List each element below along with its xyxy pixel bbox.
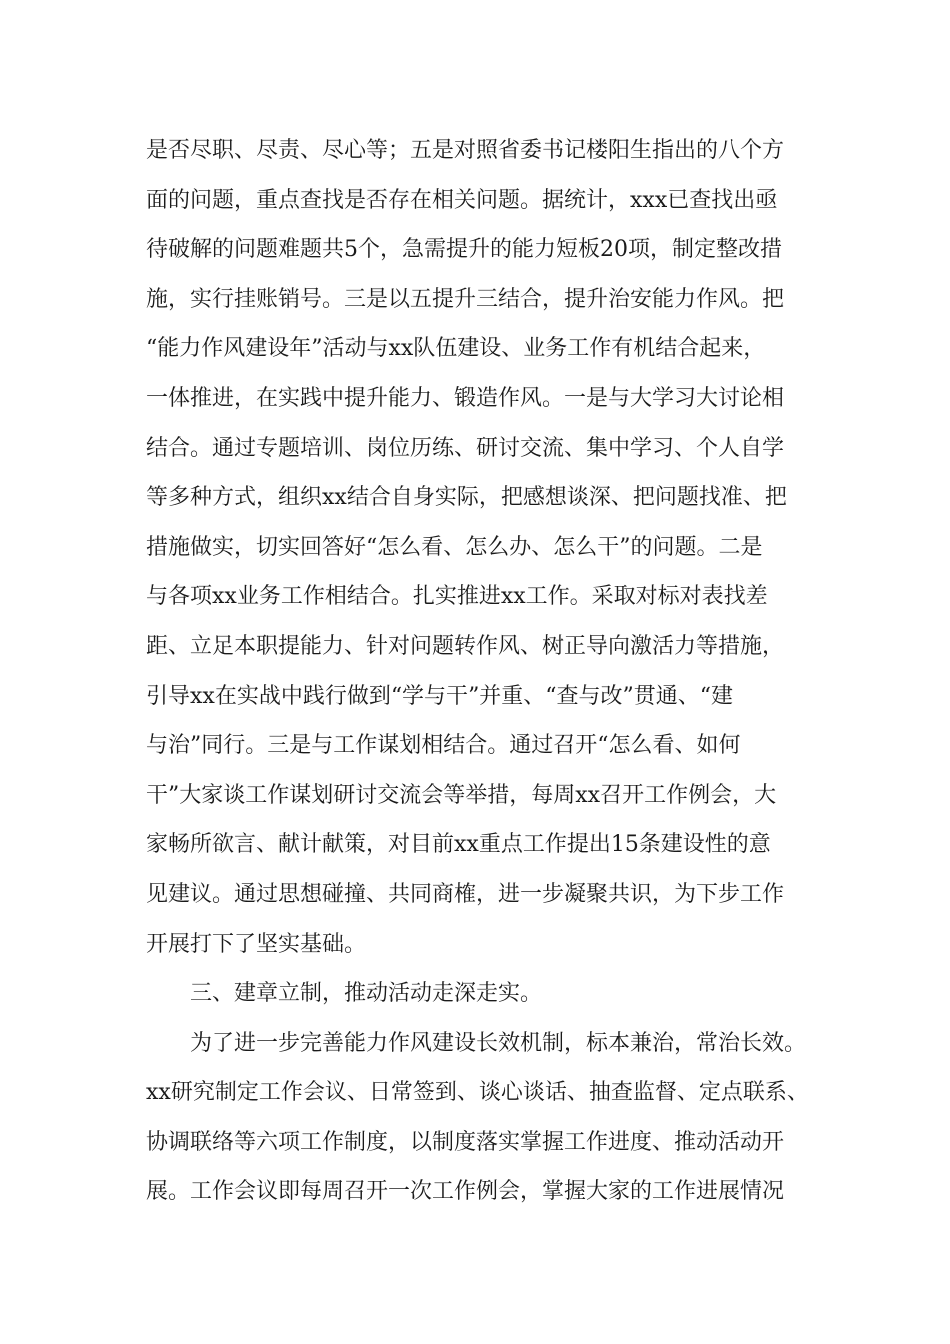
text-line: 措施做实，切实回答好“怎么看、怎么办、怎么干”的问题。二是 [146,534,763,560]
text-line: 家畅所欲言、献计献策，对目前xx重点工作提出15条建设性的意 [146,832,771,858]
text-line: 待破解的问题难题共5个，急需提升的能力短板20项，制定整改措 [146,237,782,263]
text-line: “能力作风建设年”活动与xx队伍建设、业务工作有机结合起来， [146,336,766,362]
text-line: 一体推进，在实践中提升能力、锻造作风。一是与大学习大讨论相 [146,385,785,411]
section-heading: 三、建章立制，推动活动走深走实。 [190,981,543,1007]
text-line: 见建议。通过思想碰撞、共同商榷，进一步凝聚共识，为下步工作 [146,881,785,907]
text-line: xx研究制定工作会议、日常签到、谈心谈话、抽查监督、定点联系、 [146,1080,809,1106]
text-line: 等多种方式，组织xx结合自身实际，把感想谈深、把问题找准、把 [146,485,787,511]
body-text [146,126,816,1217]
text-line: 干”大家谈工作谋划研讨交流会等举措，每周xx召开工作例会，大 [146,782,777,808]
text-line: 与各项xx业务工作相结合。扎实推进xx工作。采取对标对表找差 [146,584,768,610]
text-line: 协调联络等六项工作制度，以制度落实掌握工作进度、推动活动开 [146,1129,785,1155]
text-line: 面的问题，重点查找是否存在相关问题。据统计，xxx已查找出亟 [146,187,778,213]
text-line: 与治”同行。三是与工作谋划相结合。通过召开“怎么看、如何 [146,733,741,759]
text-line: 引导xx在实战中践行做到“学与干”并重、“查与改”贯通、“建 [146,683,734,709]
text-line: 结合。通过专题培训、岗位历练、研讨交流、集中学习、个人自学 [146,435,785,461]
text-line: 施，实行挂账销号。三是以五提升三结合，提升治安能力作风。把 [146,286,785,312]
text-line: 距、立足本职提能力、针对问题转作风、树正导向激活力等措施， [146,633,785,659]
paragraph-start-line: 为了进一步完善能力作风建设长效机制，标本兼治，常治长效。 [190,1030,807,1056]
text-line: 开展打下了坚实基础。 [146,931,367,957]
text-line: 展。工作会议即每周召开一次工作例会，掌握大家的工作进展情况 [146,1179,785,1205]
text-line: 是否尽职、尽责、尽心等；五是对照省委书记楼阳生指出的八个方 [146,138,785,163]
